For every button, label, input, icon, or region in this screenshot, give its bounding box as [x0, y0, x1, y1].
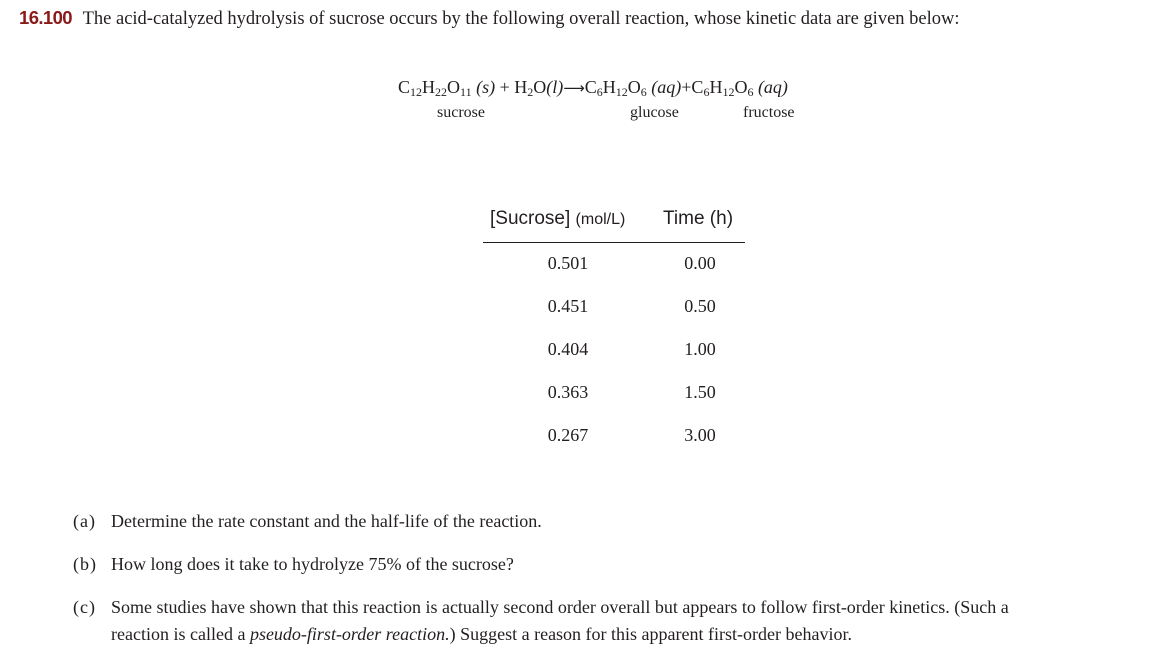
table-cell-time: 1.00 [684, 339, 716, 359]
problem-number: 16.100 [19, 7, 72, 28]
question-text: How long does it take to hydrolyze 75% of the sucrose? [111, 554, 514, 574]
problem-stem: The acid-catalyzed hydrolysis of sucrose occurs by the following overall reaction, whose kinetic data are given below: [82, 9, 960, 29]
water-state: (l) [546, 77, 564, 97]
sucrose-label: sucrose [437, 104, 485, 121]
water-formula: $H_2O$ [514, 77, 547, 99]
question-label: (c) [73, 597, 96, 617]
question-c [73, 597, 1009, 618]
table-cell-conc: 0.501 [547, 253, 589, 273]
question-b [73, 554, 514, 575]
glucose-state: (aq) [651, 77, 682, 97]
glucose-label: glucose [630, 104, 679, 121]
question-text: Determine the rate constant and the half-life of the reaction. [111, 511, 542, 531]
plus-sign: + [499, 77, 510, 97]
question-label: (a) [73, 511, 96, 531]
fructose-state: (aq) [757, 77, 788, 97]
question-c-continuation: reaction is called a pseudo-first-order reaction.) Suggest a reason for this apparent first-order behavior. [111, 624, 852, 644]
table-cell-time: 3.00 [684, 425, 716, 445]
problem-header [19, 7, 960, 30]
table-header-rule [483, 242, 745, 243]
table-cell-time: 1.50 [684, 382, 716, 402]
sucrose-formula: $C_{12}H_{22}O_{11}$ [398, 77, 472, 99]
sucrose-state: (s) [476, 77, 496, 97]
question-text: Some studies have shown that this reaction is actually second order overall but appears to follow first-order kinetics. (Such a [111, 597, 1009, 617]
fructose-formula: $C_6H_{12}O_6$ [691, 77, 754, 99]
fructose-label: fructose [743, 104, 795, 121]
table-cell-time: 0.00 [684, 253, 716, 273]
question-label: (b) [73, 554, 97, 574]
reaction-arrow: ⟶ [563, 79, 585, 97]
column-header-concentration: [Sucrose] (mol/L) [490, 208, 626, 229]
emphasized-term: pseudo-first-order reaction. [249, 624, 450, 644]
table-cell-conc: 0.267 [547, 425, 589, 445]
plus-sign: + [681, 77, 692, 97]
reaction-equation [398, 77, 788, 98]
table-cell-conc: 0.363 [547, 382, 589, 402]
table-cell-conc: 0.404 [547, 339, 589, 359]
table-cell-conc: 0.451 [547, 296, 589, 316]
table-cell-time: 0.50 [684, 296, 716, 316]
glucose-formula: $C_6H_{12}O_6$ [584, 77, 647, 99]
column-header-time: Time (h) [663, 208, 734, 229]
question-a [73, 511, 542, 532]
